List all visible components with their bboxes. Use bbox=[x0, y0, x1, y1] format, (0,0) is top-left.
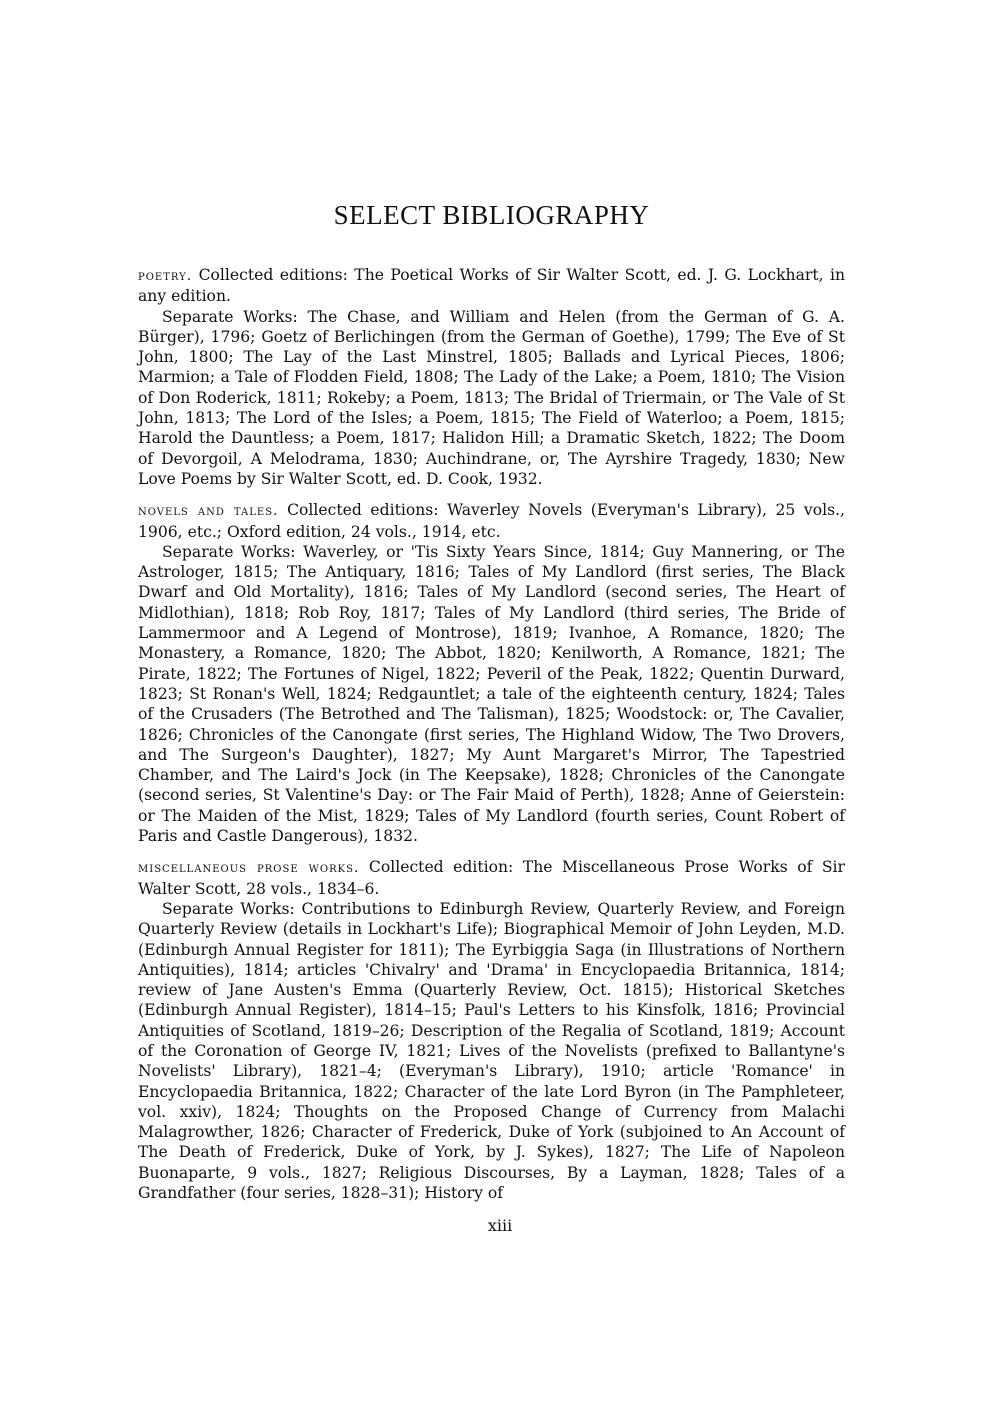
prose-section bbox=[138, 857, 845, 1203]
prose-separate: Separate Works: Contributions to Edinburgh Review, Quarterly Review, and Foreign Quarterly Review (details in Lockhart's Life); Biographical Memoir of John Leyden, M.D. (Edinburgh Annual Register for 1811); The Eyrbiggia Saga (in Illustrations of Northern Antiquities), 1814; articles 'Chivalry' and 'Drama' in Encyclopaedia Britannica, 1814; review of Jane Austen's Emma (Quarterly Review, Oct. 1815); Historical Sketches (Edinburgh Annual Register), 1814–15; Paul's Letters to his Kinsfolk, 1816; Provincial Antiquities of Scotland, 1819–26; Description of the Regalia of Scotland, 1819; Account of the Coronation of George IV, 1821; Lives of the Novelists (prefixed to Ballantyne's Novelists' Library), 1821–4; (Everyman's Library), 1910; article 'Romance' in Encyclopaedia Britannica, 1822; Character of the late Lord Byron (in The Pamphleteer, vol. xxiv), 1824; Thoughts on the Proposed Change of Currency from Malachi Malagrowther, 1826; Character of Frederick, Duke of York (subjoined to An Account of The Death of Frederick, Duke of York, by J. Sykes), 1827; The Life of Napoleon Buonaparte, 9 vols., 1827; Religious Discourses, By a Layman, 1828; Tales of a Grandfather (four series, 1828–31); History of bbox=[138, 899, 845, 1203]
novels-collected-text: Collected editions: Waverley Novels (Everyman's Library), 25 vols., 1906, etc.; Oxford edition, 24 vols., 1914, etc. bbox=[138, 501, 846, 541]
poetry-collected bbox=[138, 265, 845, 307]
poetry-separate: Separate Works: The Chase, and William and Helen (from the German of G. A. Bürger), 1796; Goetz of Berlichingen (from the German of Goethe), 1799; The Eve of St John, 1800; The Lay of the Last Minstrel, 1805; Ballads and Lyrical Pieces, 1806; Marmion; a Tale of Flodden Field, 1808; The Lady of the Lake; a Poem, 1810; The Vision of Don Roderick, 1811; Rokeby; a Poem, 1813; The Bridal of Triermain, or The Vale of St John, 1813; The Lord of the Isles; a Poem, 1815; The Field of Waterloo; a Poem, 1815; Harold the Dauntless; a Poem, 1817; Halidon Hill; a Dramatic Sketch, 1822; The Doom of Devorgoil, A Melodrama, 1830; Auchindrane, or, The Ayrshire Tragedy, 1830; New Love Poems by Sir Walter Scott, ed. D. Cook, 1932. bbox=[138, 307, 845, 488]
novels-collected bbox=[138, 500, 845, 542]
page-body bbox=[138, 200, 845, 1214]
page-number: xiii bbox=[487, 1216, 513, 1235]
poetry-heading: poetry. bbox=[138, 268, 193, 284]
prose-collected bbox=[138, 857, 845, 899]
novels-separate: Separate Works: Waverley, or 'Tis Sixty Years Since, 1814; Guy Mannering, or The Astrologer, 1815; The Antiquary, 1816; Tales of My Landlord (first series, The Black Dwarf and Old Mortality), 1816; Tales of My Landlord (second series, The Heart of Midlothian), 1818; Rob Roy, 1817; Tales of My Landlord (third series, The Bride of Lammermoor and A Legend of Montrose), 1819; Ivanhoe, A Romance, 1820; The Monastery, a Romance, 1820; The Abbot, 1820; Kenilworth, A Romance, 1821; The Pirate, 1822; The Fortunes of Nigel, 1822; Peveril of the Peak, 1822; Quentin Durward, 1823; St Ronan's Well, 1824; Redgauntlet; a tale of the eighteenth century, 1824; Tales of the Crusaders (The Betrothed and The Talisman), 1825; Woodstock: or, The Cavalier, 1826; Chronicles of the Canongate (first series, The Highland Widow, The Two Drovers, and The Surgeon's Daughter), 1827; My Aunt Margaret's Mirror, The Tapestried Chamber, and The Laird's Jock (in The Keepsake), 1828; Chronicles of the Canongate (second series, St Valentine's Day: or The Fair Maid of Perth), 1828; Anne of Geierstein: or The Maiden of the Mist, 1829; Tales of My Landlord (fourth series, Count Robert of Paris and Castle Dangerous), 1832. bbox=[138, 542, 845, 846]
poetry-collected-text: Collected editions: The Poetical Works of Sir Walter Scott, ed. J. G. Lockhart, in any edition. bbox=[138, 266, 845, 306]
prose-collected-text: Collected edition: The Miscellaneous Prose Works of Sir Walter Scott, 28 vols., 1834–6. bbox=[138, 858, 845, 898]
poetry-section bbox=[138, 265, 845, 489]
novels-heading: novels and tales. bbox=[138, 503, 279, 520]
page-title: SELECT BIBLIOGRAPHY bbox=[333, 200, 650, 230]
novels-section bbox=[138, 500, 845, 846]
prose-heading: miscellaneous prose works. bbox=[138, 860, 360, 877]
